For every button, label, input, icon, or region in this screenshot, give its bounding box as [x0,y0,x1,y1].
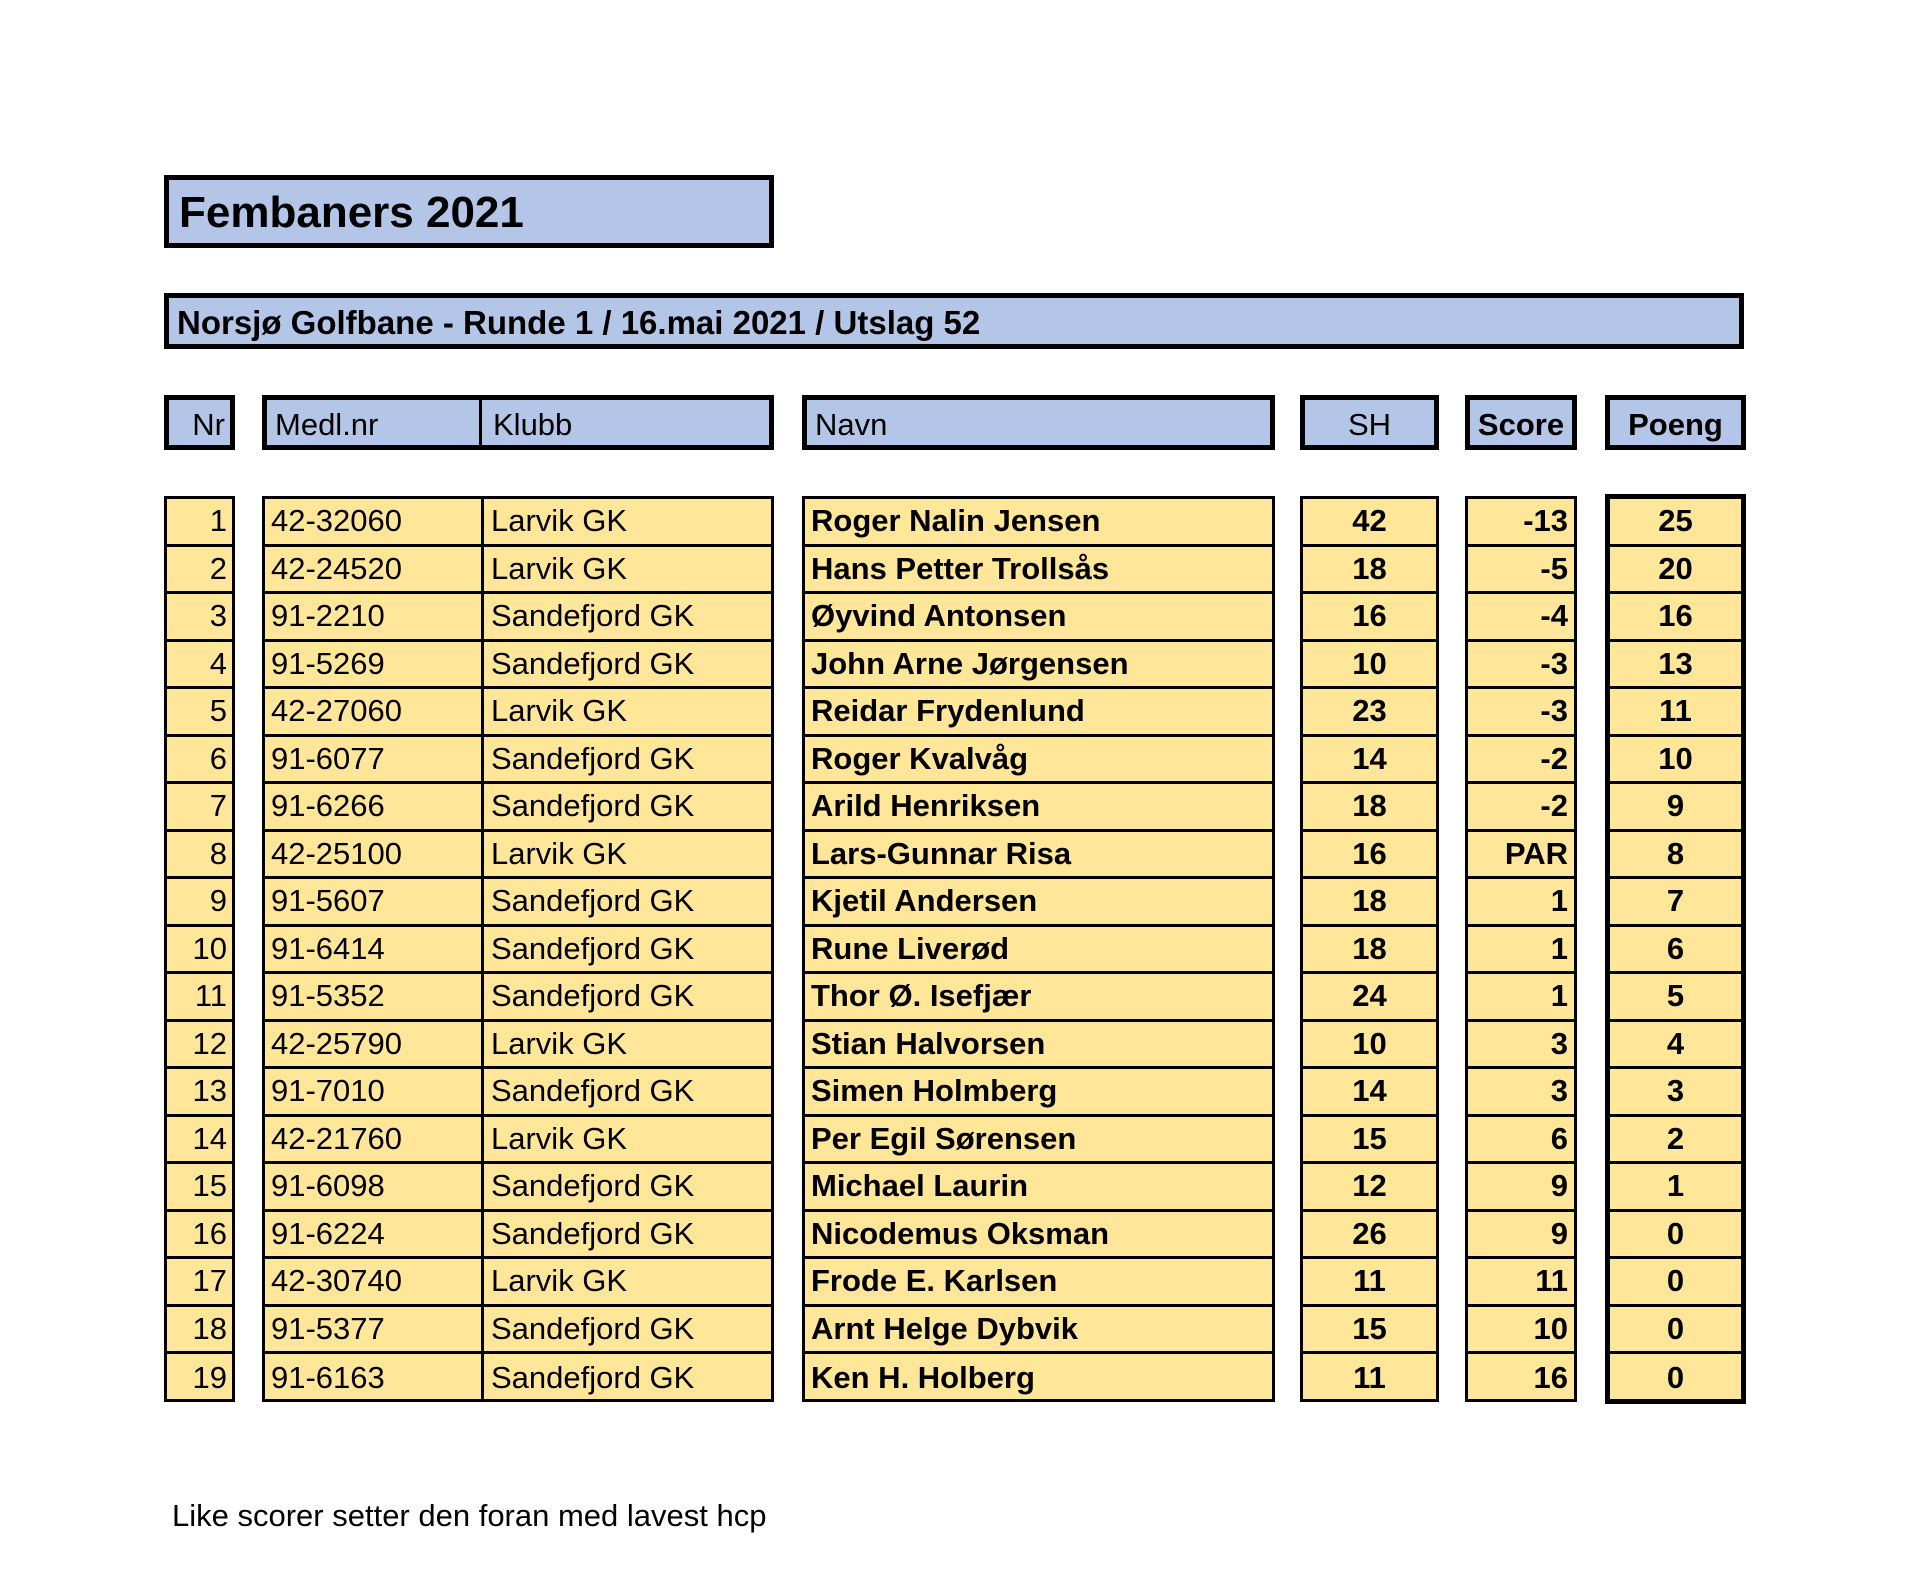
table-row [1610,594,1741,642]
table-row [1468,832,1574,880]
score-cell: 10 [1533,1310,1568,1346]
member-number-cell: 91-6163 [271,1359,385,1395]
table-row [1303,1164,1436,1212]
player-name-cell: Stian Halvorsen [811,1025,1046,1061]
score-cell: -13 [1523,503,1568,539]
table-row [1303,737,1436,785]
sh-cell: 10 [1352,645,1387,681]
member-number-cell: 42-30740 [271,1263,403,1299]
score-cell: 6 [1550,1120,1568,1156]
player-name-cell: Rune Liverød [811,930,1010,966]
table-row [265,974,771,1022]
table-row [805,1259,1272,1307]
table-row [1610,499,1741,547]
sh-cell: 15 [1352,1310,1387,1346]
header-score [1465,395,1577,450]
sh-cell: 10 [1352,1025,1387,1061]
points-cell: 16 [1658,598,1693,634]
header-klubb-label: Klubb [493,407,573,442]
table-row [1303,1354,1436,1402]
club-cell: Sandefjord GK [491,1310,695,1346]
table-row [167,1259,232,1307]
table-row [1468,1354,1574,1402]
club-cell: Sandefjord GK [491,1168,695,1204]
header-divider [479,400,482,445]
table-row [1303,974,1436,1022]
score-cell: 9 [1550,1215,1568,1251]
sh-cell: 42 [1352,503,1387,539]
nr-cell: 8 [209,835,227,871]
score-cell: 16 [1533,1359,1568,1395]
table-row [1468,1212,1574,1260]
sh-cell: 26 [1352,1215,1387,1251]
table-row [265,594,771,642]
club-cell: Sandefjord GK [491,788,695,824]
table-row [1468,1307,1574,1355]
score-cell: -3 [1540,645,1568,681]
table-row [1303,547,1436,595]
score-cell: 11 [1535,1263,1568,1299]
points-cell: 9 [1666,788,1685,824]
table-row [265,1307,771,1355]
table-row [1610,1164,1741,1212]
player-name-cell: Arild Henriksen [811,788,1041,824]
table-row [265,642,771,690]
player-name-cell: Kjetil Andersen [811,883,1038,919]
club-cell: Sandefjord GK [491,930,695,966]
club-cell: Larvik GK [491,550,628,586]
header-poeng-label: Poeng [1628,407,1723,442]
table-row [805,1069,1272,1117]
points-cell: 5 [1666,978,1685,1014]
score-cell: 1 [1550,883,1568,919]
member-number-cell: 42-25100 [271,835,403,871]
table-row [1610,1354,1741,1402]
sh-cell: 11 [1353,1359,1386,1395]
score-cell: 3 [1550,1073,1568,1109]
table-row [167,642,232,690]
sh-cell: 12 [1352,1168,1387,1204]
table-row [1303,1069,1436,1117]
table-row [167,737,232,785]
nr-cell: 11 [194,978,227,1014]
nr-cell: 18 [192,1310,227,1346]
table-row [265,737,771,785]
score-cell: -2 [1540,740,1568,776]
nr-cell: 1 [209,503,227,539]
member-number-cell: 42-25790 [271,1025,403,1061]
player-name-cell: Michael Laurin [811,1168,1029,1204]
table-row [1468,927,1574,975]
table-row [1468,642,1574,690]
table-row [1610,927,1741,975]
table-row [265,1022,771,1070]
club-cell: Larvik GK [491,1263,628,1299]
title-box [164,175,774,248]
table-row [1303,499,1436,547]
member-number-cell: 91-5269 [271,645,385,681]
table-row [167,832,232,880]
member-number-cell: 42-21760 [271,1120,403,1156]
table-row [805,594,1272,642]
table-row [167,1117,232,1165]
sh-cell: 18 [1352,883,1387,919]
member-number-cell: 91-6266 [271,788,385,824]
member-number-cell: 91-6414 [271,930,385,966]
table-row [1610,737,1741,785]
club-cell: Larvik GK [491,503,628,539]
member-number-cell: 91-5377 [271,1310,385,1346]
table-row [265,1259,771,1307]
club-cell: Sandefjord GK [491,598,695,634]
nr-cell: 15 [192,1168,227,1204]
table-row [805,547,1272,595]
table-row [805,879,1272,927]
table-row [1610,1212,1741,1260]
club-cell: Sandefjord GK [491,645,695,681]
table-row [1468,737,1574,785]
table-row [167,1354,232,1402]
table-row [1610,1069,1741,1117]
points-cell: 0 [1666,1310,1685,1346]
header-poeng [1605,395,1746,450]
member-number-cell: 91-7010 [271,1073,385,1109]
points-cell: 10 [1658,740,1693,776]
score-cell: 1 [1550,978,1568,1014]
player-name-cell: Roger Nalin Jensen [811,503,1101,539]
score-cell: 9 [1550,1168,1568,1204]
table-row [1303,784,1436,832]
table-row [1468,689,1574,737]
club-cell: Sandefjord GK [491,1359,695,1395]
club-cell: Larvik GK [491,835,628,871]
member-number-cell: 91-5607 [271,883,385,919]
table-row [1468,1164,1574,1212]
table-row [167,1069,232,1117]
table-row [805,737,1272,785]
table-row [1303,1117,1436,1165]
table-row [1303,832,1436,880]
table-row [1303,1212,1436,1260]
points-cell: 7 [1666,883,1685,919]
player-name-cell: Hans Petter Trollsås [811,550,1110,586]
table-row [805,1164,1272,1212]
member-number-cell: 91-6077 [271,740,385,776]
club-cell: Larvik GK [491,1120,628,1156]
player-name-cell: Ken H. Holberg [811,1359,1035,1395]
points-cell: 0 [1666,1215,1685,1251]
table-row [167,974,232,1022]
table-row [805,927,1272,975]
nr-cell: 13 [192,1073,227,1109]
table-row [805,974,1272,1022]
nr-cell: 4 [209,645,227,681]
table-row [1303,594,1436,642]
table-row [265,499,771,547]
member-number-cell: 42-32060 [271,503,403,539]
nr-cell: 5 [209,693,227,729]
table-row [167,784,232,832]
player-name-cell: Simen Holmberg [811,1073,1058,1109]
header-nr-label: Nr [192,407,225,442]
table-row [167,594,232,642]
column-nr [164,496,235,1402]
sh-cell: 16 [1352,598,1387,634]
player-name-cell: Per Egil Sørensen [811,1120,1077,1156]
table-row [1468,879,1574,927]
points-cell: 8 [1666,835,1685,871]
table-row [805,1212,1272,1260]
score-cell: -4 [1540,598,1568,634]
table-row [1610,1259,1741,1307]
table-row [1468,594,1574,642]
sh-cell: 18 [1352,788,1387,824]
table-row [1468,1117,1574,1165]
column-poeng [1605,494,1746,1404]
points-cell: 3 [1666,1073,1685,1109]
nr-cell: 2 [209,550,227,586]
nr-cell: 19 [192,1359,227,1395]
sh-cell: 14 [1352,740,1387,776]
table-row [1468,499,1574,547]
table-row [1303,879,1436,927]
club-cell: Sandefjord GK [491,1073,695,1109]
table-row [265,784,771,832]
table-row [805,1022,1272,1070]
table-row [167,547,232,595]
table-row [1468,1259,1574,1307]
header-score-label: Score [1477,407,1565,442]
column-score [1465,496,1577,1402]
player-name-cell: Frode E. Karlsen [811,1263,1058,1299]
club-cell: Larvik GK [491,1025,628,1061]
table-row [1610,1022,1741,1070]
table-row [1303,927,1436,975]
player-name-cell: Nicodemus Oksman [811,1215,1110,1251]
column-member-club [262,496,774,1402]
nr-cell: 17 [192,1263,227,1299]
club-cell: Sandefjord GK [491,978,695,1014]
table-row [265,927,771,975]
score-cell: 3 [1550,1025,1568,1061]
nr-cell: 16 [192,1215,227,1251]
member-number-cell: 42-24520 [271,550,403,586]
points-cell: 25 [1658,503,1693,539]
club-cell: Sandefjord GK [491,883,695,919]
member-number-cell: 91-2210 [271,598,385,634]
sh-cell: 16 [1352,835,1387,871]
points-cell: 20 [1658,550,1693,586]
table-row [1468,1022,1574,1070]
player-name-cell: Thor Ø. Isefjær [811,978,1032,1014]
table-row [167,689,232,737]
table-row [1610,784,1741,832]
club-cell: Sandefjord GK [491,1215,695,1251]
table-row [167,879,232,927]
sh-cell: 18 [1352,550,1387,586]
points-cell: 0 [1666,1263,1685,1299]
player-name-cell: Roger Kvalvåg [811,740,1029,776]
table-row [1610,879,1741,927]
points-cell: 13 [1658,645,1693,681]
header-navn [802,395,1275,450]
table-row [265,689,771,737]
sh-cell: 14 [1352,1073,1387,1109]
score-cell: 1 [1550,930,1568,966]
footnote: Like scorer setter den foran med lavest hcp [172,1498,767,1533]
subtitle-box [164,293,1744,349]
sh-cell: 15 [1352,1120,1387,1156]
table-row [1303,689,1436,737]
points-cell: 2 [1666,1120,1685,1156]
table-row [1610,547,1741,595]
table-row [1468,547,1574,595]
points-cell: 6 [1666,930,1685,966]
table-row [265,1164,771,1212]
table-row [1303,1307,1436,1355]
player-name-cell: John Arne Jørgensen [811,645,1129,681]
nr-cell: 12 [192,1025,227,1061]
header-member-club [262,395,774,450]
score-cell: PAR [1504,835,1568,871]
nr-cell: 7 [209,788,227,824]
table-row [805,1307,1272,1355]
header-sh-label: SH [1347,407,1392,442]
score-cell: -5 [1540,550,1568,586]
table-row [265,879,771,927]
table-row [1610,1307,1741,1355]
table-row [1610,689,1741,737]
club-cell: Larvik GK [491,693,628,729]
table-row [1468,974,1574,1022]
table-row [265,832,771,880]
table-row [1610,1117,1741,1165]
column-navn [802,496,1275,1402]
table-row [805,1117,1272,1165]
points-cell: 4 [1666,1025,1685,1061]
table-row [1468,784,1574,832]
table-row [167,1307,232,1355]
table-row [805,832,1272,880]
member-number-cell: 91-6224 [271,1215,385,1251]
nr-cell: 10 [192,930,227,966]
table-row [265,547,771,595]
page-title: Fembaners 2021 [179,188,524,237]
table-row [805,784,1272,832]
member-number-cell: 42-27060 [271,693,403,729]
table-row [1303,1259,1436,1307]
points-cell: 0 [1666,1359,1685,1395]
header-sh [1300,395,1439,450]
table-row [265,1069,771,1117]
table-row [167,499,232,547]
table-row [1303,642,1436,690]
player-name-cell: Lars-Gunnar Risa [811,835,1072,871]
header-nr [164,395,235,450]
sh-cell: 11 [1353,1263,1386,1299]
table-row [265,1354,771,1402]
points-cell: 1 [1666,1168,1685,1204]
player-name-cell: Arnt Helge Dybvik [811,1310,1079,1346]
table-row [1303,1022,1436,1070]
table-row [265,1117,771,1165]
table-row [167,1212,232,1260]
table-row [1610,974,1741,1022]
score-cell: -2 [1540,788,1568,824]
nr-cell: 14 [192,1120,227,1156]
member-number-cell: 91-5352 [271,978,385,1014]
header-navn-label: Navn [815,407,888,442]
table-row [167,1164,232,1212]
sh-cell: 23 [1352,693,1387,729]
table-row [805,499,1272,547]
table-row [805,642,1272,690]
table-row [1610,642,1741,690]
table-row [1468,1069,1574,1117]
club-cell: Sandefjord GK [491,740,695,776]
sh-cell: 18 [1352,930,1387,966]
player-name-cell: Øyvind Antonsen [811,598,1067,634]
score-cell: -3 [1540,693,1568,729]
nr-cell: 3 [209,598,227,634]
table-row [167,1022,232,1070]
points-cell: 11 [1659,693,1692,729]
table-row [265,1212,771,1260]
table-row [805,689,1272,737]
column-sh [1300,496,1439,1402]
round-subtitle: Norsjø Golfbane - Runde 1 / 16.mai 2021 / Utslag 52 [177,304,981,341]
nr-cell: 9 [209,883,227,919]
table-row [805,1354,1272,1402]
sh-cell: 24 [1352,978,1387,1014]
table-row [167,927,232,975]
member-number-cell: 91-6098 [271,1168,385,1204]
header-medlnr-label: Medl.nr [275,407,379,442]
player-name-cell: Reidar Frydenlund [811,693,1085,729]
table-row [1610,832,1741,880]
nr-cell: 6 [209,740,227,776]
